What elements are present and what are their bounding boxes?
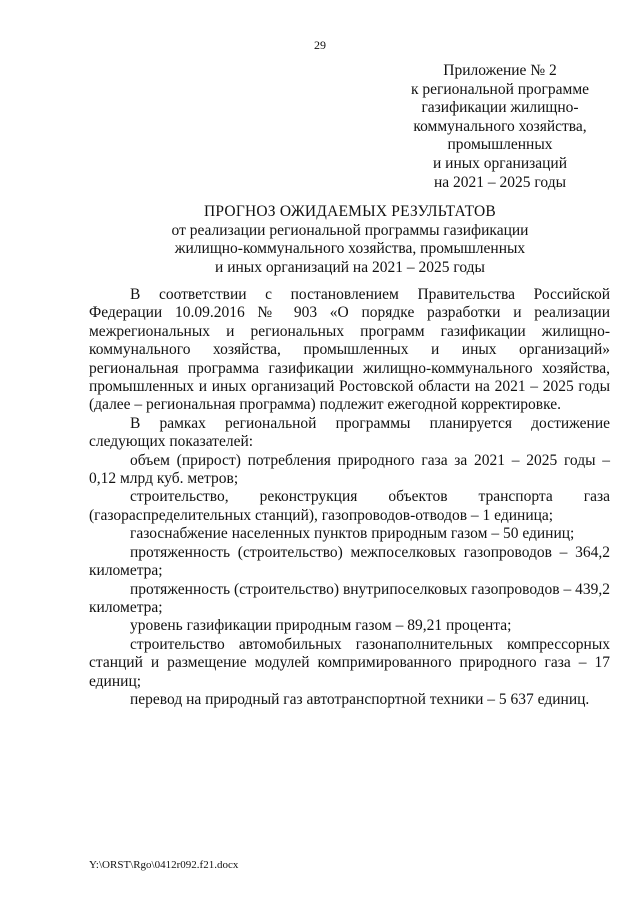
- appendix-header: [400, 62, 600, 192]
- document-subtitle-line: и иных организаций на 2021 – 2025 годы: [215, 258, 485, 276]
- indicator-item: уровень газификации природным газом – 89,21 процента;: [130, 617, 512, 635]
- page-number: 29: [314, 38, 326, 52]
- appendix-line: Приложение № 2: [443, 62, 557, 79]
- appendix-line: к региональной программе: [410, 80, 590, 98]
- appendix-line: на 2021 – 2025 годы: [434, 173, 566, 191]
- indicator-item: строительство, реконструкция объектов транспорта газа (газораспределительных станций), газопроводов-отводов – 1 единица;: [89, 488, 610, 524]
- appendix-line: коммунального хозяйства,: [413, 117, 587, 135]
- indicator-item: протяженность (строительство) межпоселковых газопроводов – 364,2 километра;: [89, 543, 610, 580]
- appendix-line: и иных организаций: [432, 154, 567, 172]
- body-paragraph: В рамках региональной программы планируется достижение следующих показателей:: [89, 414, 610, 451]
- indicator-item: строительство автомобильных газонаполнительных компрессорных станций и размещение модулей компримированного природного газа – 17 единиц;: [89, 635, 610, 690]
- appendix-line: газификации жилищно-: [421, 99, 579, 117]
- document-title: ПРОГНОЗ ОЖИДАЕМЫХ РЕЗУЛЬТАТОВ: [204, 203, 496, 220]
- document-body: [89, 286, 610, 709]
- document-title-block: [150, 203, 550, 277]
- indicator-item: перевод на природный газ автотранспортной техники – 5 637 единиц.: [130, 690, 590, 708]
- indicator-item: газоснабжение населенных пунктов природным газом – 50 единиц;: [130, 525, 575, 543]
- footer-file-path: Y:\ORST\Rgo\0412r092.f21.docx: [89, 859, 239, 871]
- document-subtitle-line: от реализации региональной программы газификации: [171, 221, 529, 239]
- appendix-line: промышленных: [447, 136, 553, 154]
- body-paragraph: В соответствии с постановлением Правительства Российской Федерации 10.09.2016 № 903 «О порядке разработки и реализации межрегиональных и региональных программ газификации жилищно-коммунального хозяйства, промышленных и иных организаций» региональная программа газификации жилищно-коммунального хозяйства, промышленных и иных организаций Ростовской области на 2021 – 2025 годы (далее – региональная программа) подлежит ежегодной корректировке.: [89, 286, 610, 414]
- indicator-item: протяженность (строительство) внутрипоселковых газопроводов – 439,2 километра;: [89, 580, 610, 616]
- document-subtitle-line: жилищно-коммунального хозяйства, промышленных: [174, 240, 526, 258]
- indicator-item: объем (прирост) потребления природного газа за 2021 – 2025 годы – 0,12 млрд куб. метров;: [89, 451, 610, 488]
